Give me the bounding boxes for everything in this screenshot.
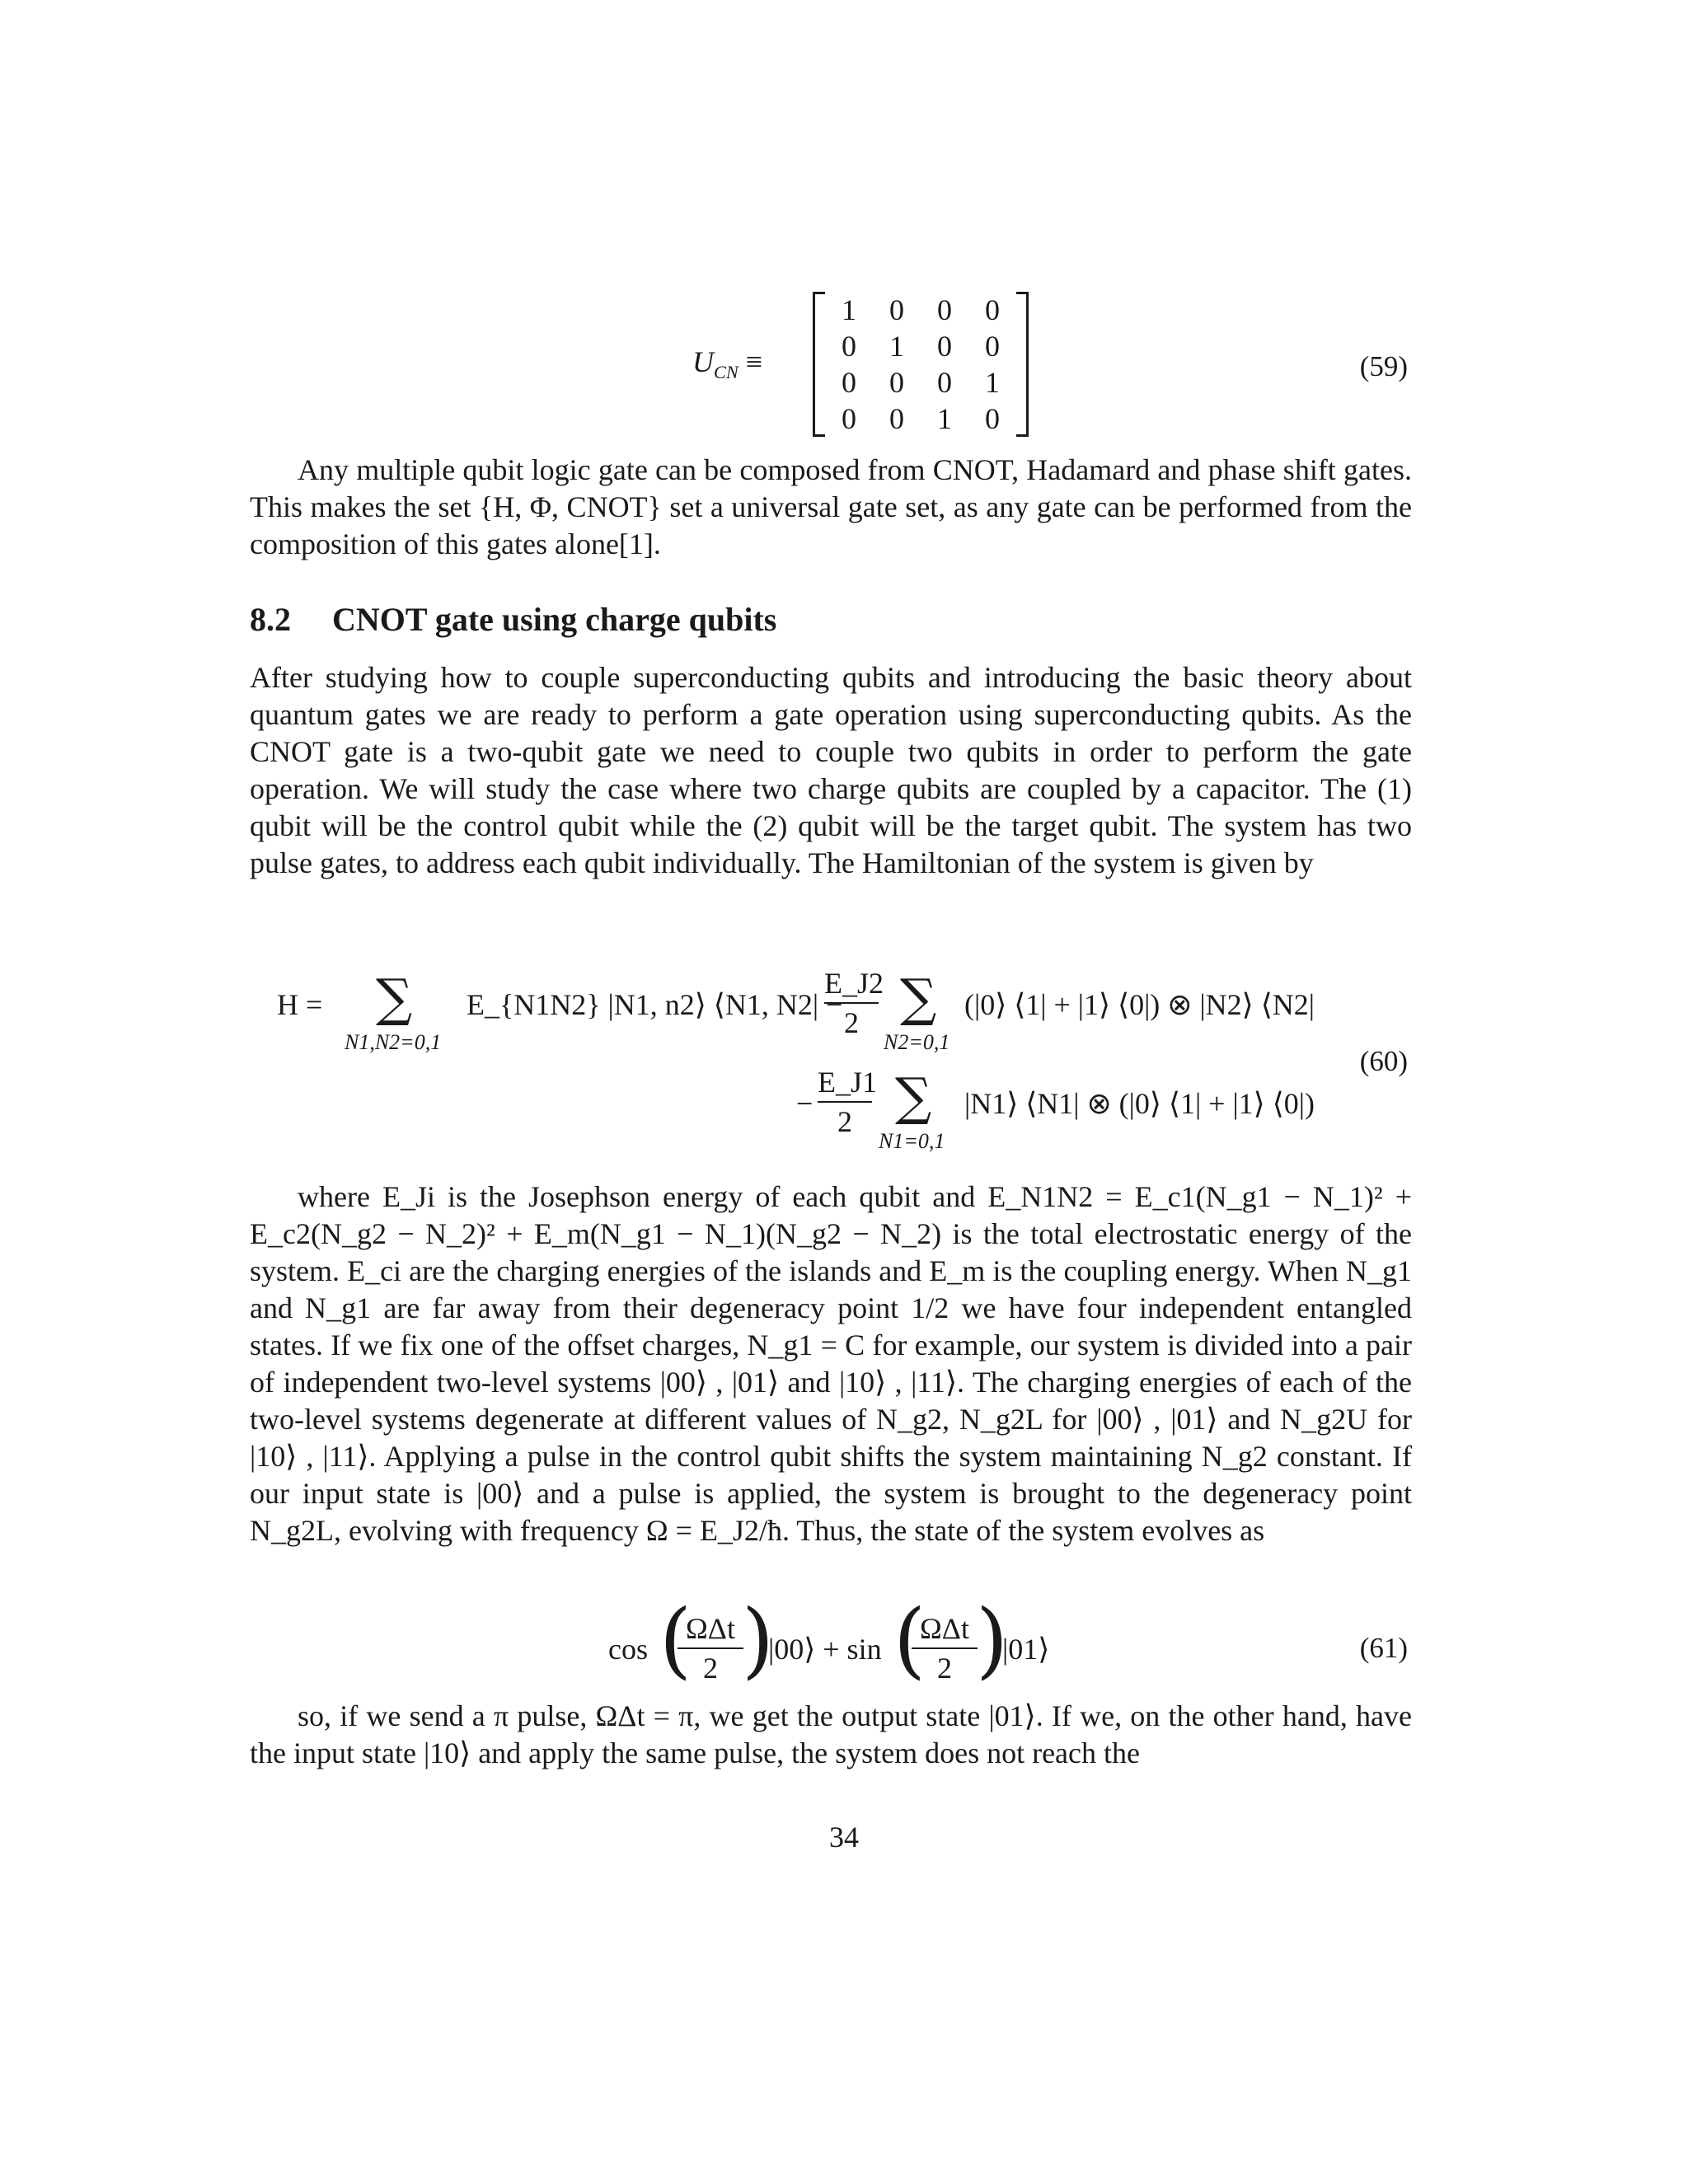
sum-symbol-3: ∑ (895, 1066, 932, 1127)
eq61-rparen-2: ) (976, 1591, 1009, 1688)
eq59-number: (59) (1359, 350, 1408, 382)
eq61-frac1-den: 2 (703, 1652, 718, 1685)
matrix-cell: 1 (985, 366, 1000, 399)
section-heading (250, 600, 776, 639)
eq61-number: (61) (1359, 1632, 1408, 1664)
paragraph-3-text: where E_Ji is the Josephson energy of each qubit and E_N1N2 = E_c1(N_g1 − N_1)² + E_c2(N_g2 − N_2)² + E_m(N_g1 − N_1)(N_g2 − N_2) is the total electrostatic energy of the system. E_ci are the charging energies of the islands and E_m is the coupling energy. When N_g1 and N_g1 are far away from their degeneracy point 1/2 we have four independent entangled states. If we fix one of the offset charges, N_g1 = C for example, our system is divided into a pair of independent two-level systems |00⟩ , |01⟩ and |10⟩ , |11⟩. The charging energies of each of the two-level systems degenerate at different values of N_g2, N_g2L for |00⟩ , |01⟩ and N_g2U for |10⟩ , |11⟩. Applying a pulse in the control qubit shifts the system maintaining N_g2 constant. If our input state is |00⟩ and a pulse is applied, the system is brought to the degeneracy point N_g2L, evolving with frequency Ω = E_J2/ħ. Thus, the state of the system evolves as (250, 1180, 1412, 1547)
eq60-sum1-sub: N1,N2=0,1 (345, 1030, 442, 1054)
matrix-cell: 0 (842, 402, 856, 435)
eq60-frac2-den: 2 (837, 1105, 852, 1138)
paragraph-3 (250, 1179, 1412, 1549)
eq61-frac-2 (912, 1611, 978, 1685)
eq59-matrix (813, 292, 1029, 437)
eq61-lparen-1: ( (659, 1591, 692, 1688)
eq60-minus: − (796, 1087, 814, 1120)
matrix-table (825, 292, 1016, 437)
eq60-sum3-sub: N1=0,1 (879, 1129, 945, 1153)
eq61-end: |01⟩ (1002, 1633, 1050, 1666)
matrix-row (825, 292, 1016, 328)
paragraph-1 (250, 452, 1412, 563)
eq60-term3: |N1⟩ ⟨N1| ⊗ (|0⟩ ⟨1| + |1⟩ ⟨0|) (964, 1087, 1315, 1120)
eq60-term2: (|0⟩ ⟨1| + |1⟩ ⟨0|) ⊗ |N2⟩ ⟨N2| (964, 988, 1315, 1021)
eq61-frac2-num: ΩΔt (920, 1612, 969, 1645)
matrix-cell: 0 (889, 293, 904, 326)
sum-symbol-1: ∑ (376, 968, 413, 1028)
matrix-left-bracket (813, 292, 825, 437)
matrix-cell: 0 (889, 402, 904, 435)
matrix-cell: 0 (842, 366, 856, 399)
matrix-cell: 0 (985, 293, 1000, 326)
eq61-frac1-num: ΩΔt (686, 1612, 735, 1645)
matrix-row (825, 364, 1016, 401)
matrix-cell: 1 (937, 402, 952, 435)
paragraph-2 (250, 659, 1412, 882)
matrix-row (825, 328, 1016, 364)
section-title: CNOT gate using charge qubits (332, 601, 777, 638)
eq59-label: $U_{CN}$ ≡ (692, 345, 763, 383)
eq60-sum2-sub: N2=0,1 (884, 1030, 950, 1054)
paragraph-4 (250, 1698, 1412, 1772)
eq61-lparen-2: ( (893, 1591, 926, 1688)
paragraph-4-text: so, if we send a π pulse, ΩΔt = π, we get the output state |01⟩. If we, on the other hand, have the input state |10⟩ and apply the same pulse, the system does not reach the (250, 1699, 1412, 1769)
matrix-cell: 0 (985, 402, 1000, 435)
eq61-cos: cos (608, 1633, 648, 1666)
matrix-cell: 0 (937, 293, 952, 326)
eq60-frac1-num: E_J2 (824, 967, 884, 1000)
eq60-frac1-den: 2 (844, 1006, 859, 1039)
eq60-frac2-num: E_J1 (818, 1066, 877, 1099)
eq60-term1: E_{N1N2} |N1, n2⟩ ⟨N1, N2| − (467, 988, 843, 1021)
matrix-cell: 1 (889, 330, 904, 363)
matrix-cell: 1 (842, 293, 856, 326)
section-number: 8.2 (250, 601, 291, 638)
matrix-cell: 0 (937, 366, 952, 399)
matrix-cell: 0 (889, 366, 904, 399)
eq61-frac2-den: 2 (937, 1652, 952, 1685)
page-number: 34 (829, 1821, 859, 1854)
eq61-frac-1 (678, 1611, 743, 1685)
sum-symbol-2: ∑ (900, 968, 937, 1028)
eq60-lhs: H = (277, 988, 323, 1021)
eq61-mid: |00⟩ + sin (768, 1633, 882, 1666)
eq61-rparen-1: ) (742, 1591, 775, 1688)
eq60-frac1 (824, 966, 884, 1040)
matrix-cell: 0 (842, 330, 856, 363)
matrix-cell: 0 (937, 330, 952, 363)
matrix-cell: 0 (985, 330, 1000, 363)
matrix-row (825, 401, 1016, 437)
eq60-frac2 (818, 1065, 877, 1139)
paragraph-2-text: After studying how to couple superconducting qubits and introducing the basic theory about quantum gates we are ready to perform a gate operation using superconducting qubits. As the CNOT gate is a two-qubit gate we need to couple two qubits in order to perform the gate operation. We will study the case where two charge qubits are coupled by a capacitor. The (1) qubit will be the control qubit while the (2) qubit will be the target qubit. The system has two pulse gates, to address each qubit individually. The Hamiltonian of the system is given by (250, 661, 1412, 879)
paragraph-1-text: Any multiple qubit logic gate can be composed from CNOT, Hadamard and phase shift gates. This makes the set {H, Φ, CNOT} set a universal gate set, as any gate can be performed from the composition of this gates alone[1]. (250, 453, 1412, 560)
matrix-right-bracket (1016, 292, 1029, 437)
eq60-number: (60) (1359, 1045, 1408, 1077)
